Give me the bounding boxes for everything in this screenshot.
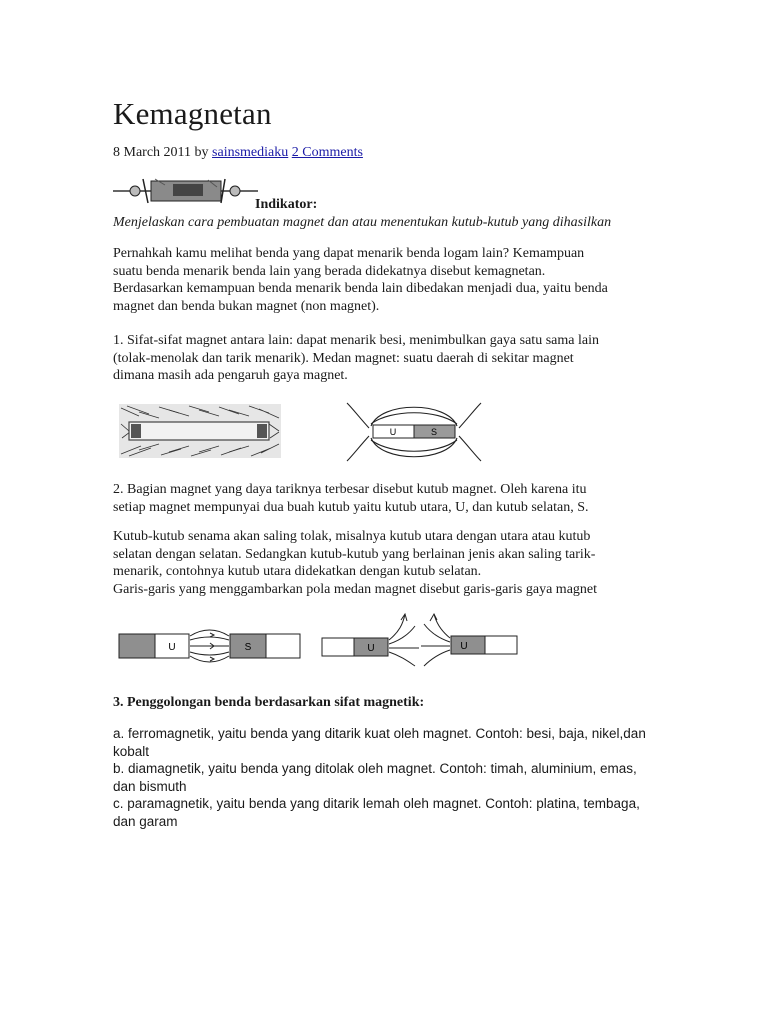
paragraph-2	[113, 481, 658, 516]
paragraph-line: (tolak-menolak dan tarik menarik). Medan magnet: suatu daerah di sekitar magnet	[113, 350, 574, 366]
post-date: 8 March 2011	[113, 145, 192, 160]
attraction-figure	[118, 620, 308, 668]
post-meta	[113, 145, 363, 161]
list-item: dan garam	[113, 813, 178, 829]
paragraph-1	[113, 332, 658, 385]
classification-list	[113, 725, 658, 830]
post-by: by	[194, 145, 209, 160]
repulsion-figure	[321, 612, 519, 668]
paragraph-line: Pernahkah kamu melihat benda yang dapat menarik benda logam lain? Kemampuan	[113, 246, 585, 261]
comments-link[interactable]: 2 Comments	[291, 145, 363, 160]
paragraph-line: selatan dengan selatan. Sedangkan kutub-kutub yang berlainan jenis akan saling tarik-	[113, 546, 596, 562]
paragraph-line: 2. Bagian magnet yang daya tariknya terbesar disebut kutub magnet. Oleh karena itu	[113, 482, 587, 497]
paragraph-line: Garis-garis yang menggambarkan pola medan magnet disebut garis-garis gaya magnet	[113, 581, 598, 597]
paragraph-line: Berdasarkan kemampuan benda menarik benda lain dibedakan menjadi dua, yaitu benda	[113, 281, 608, 296]
south-pole-label: S	[244, 642, 252, 653]
indicator-title: Indikator:	[255, 197, 318, 212]
north-pole-label: U	[460, 641, 468, 652]
magnet-apparatus-illustration	[113, 175, 258, 205]
paragraph-line: menarik, contohnya kutub utara didekatkan dengan kutub selatan.	[113, 564, 482, 579]
indicator-text: Menjelaskan cara pembuatan magnet dan atau menentukan kutub-kutub yang dihasilkan	[113, 215, 612, 230]
section-heading-3: 3. Penggolongan benda berdasarkan sifat magnetik:	[113, 695, 425, 710]
list-item: dan bismuth	[113, 778, 187, 794]
paragraph-3	[113, 528, 658, 598]
north-pole-label: U	[367, 643, 375, 654]
list-item: c. paramagnetik, yaitu benda yang ditarik lemah oleh magnet. Contoh: platina, tembaga,	[113, 796, 640, 811]
paragraph-line: 1. Sifat-sifat magnet antara lain: dapat menarik besi, menimbulkan gaya satu sama lain	[113, 333, 599, 348]
iron-filings-figure	[119, 404, 281, 458]
paragraph-line: setiap magnet mempunyai dua buah kutub yaitu kutub utara, U, dan kutub selatan, S.	[113, 499, 589, 515]
paragraph-line: dimana masih ada pengaruh gaya magnet.	[113, 368, 348, 383]
list-item: b. diamagnetik, yaitu benda yang ditolak oleh magnet. Contoh: timah, aluminium, emas,	[113, 761, 637, 776]
paragraph-line: suatu benda menarik benda lain yang berada didekatnya disebut kemagnetan.	[113, 263, 546, 279]
south-pole-label: S	[430, 427, 438, 437]
list-item: a. ferromagnetik, yaitu benda yang ditarik kuat oleh magnet. Contoh: besi, baja, nikel,dan	[113, 726, 646, 741]
bar-magnet-field-figure	[341, 399, 487, 467]
list-item: kobalt	[113, 743, 150, 759]
author-link[interactable]: sainsmediaku	[212, 145, 289, 160]
north-pole-label: U	[389, 427, 397, 437]
paragraph-line: Kutub-kutub senama akan saling tolak, misalnya kutub utara dengan utara atau kutub	[113, 529, 591, 544]
intro-paragraph	[113, 245, 658, 315]
page-title: Kemagnetan	[113, 96, 272, 131]
north-pole-label: U	[168, 642, 176, 653]
paragraph-line: magnet dan benda bukan magnet (non magnet).	[113, 298, 380, 314]
